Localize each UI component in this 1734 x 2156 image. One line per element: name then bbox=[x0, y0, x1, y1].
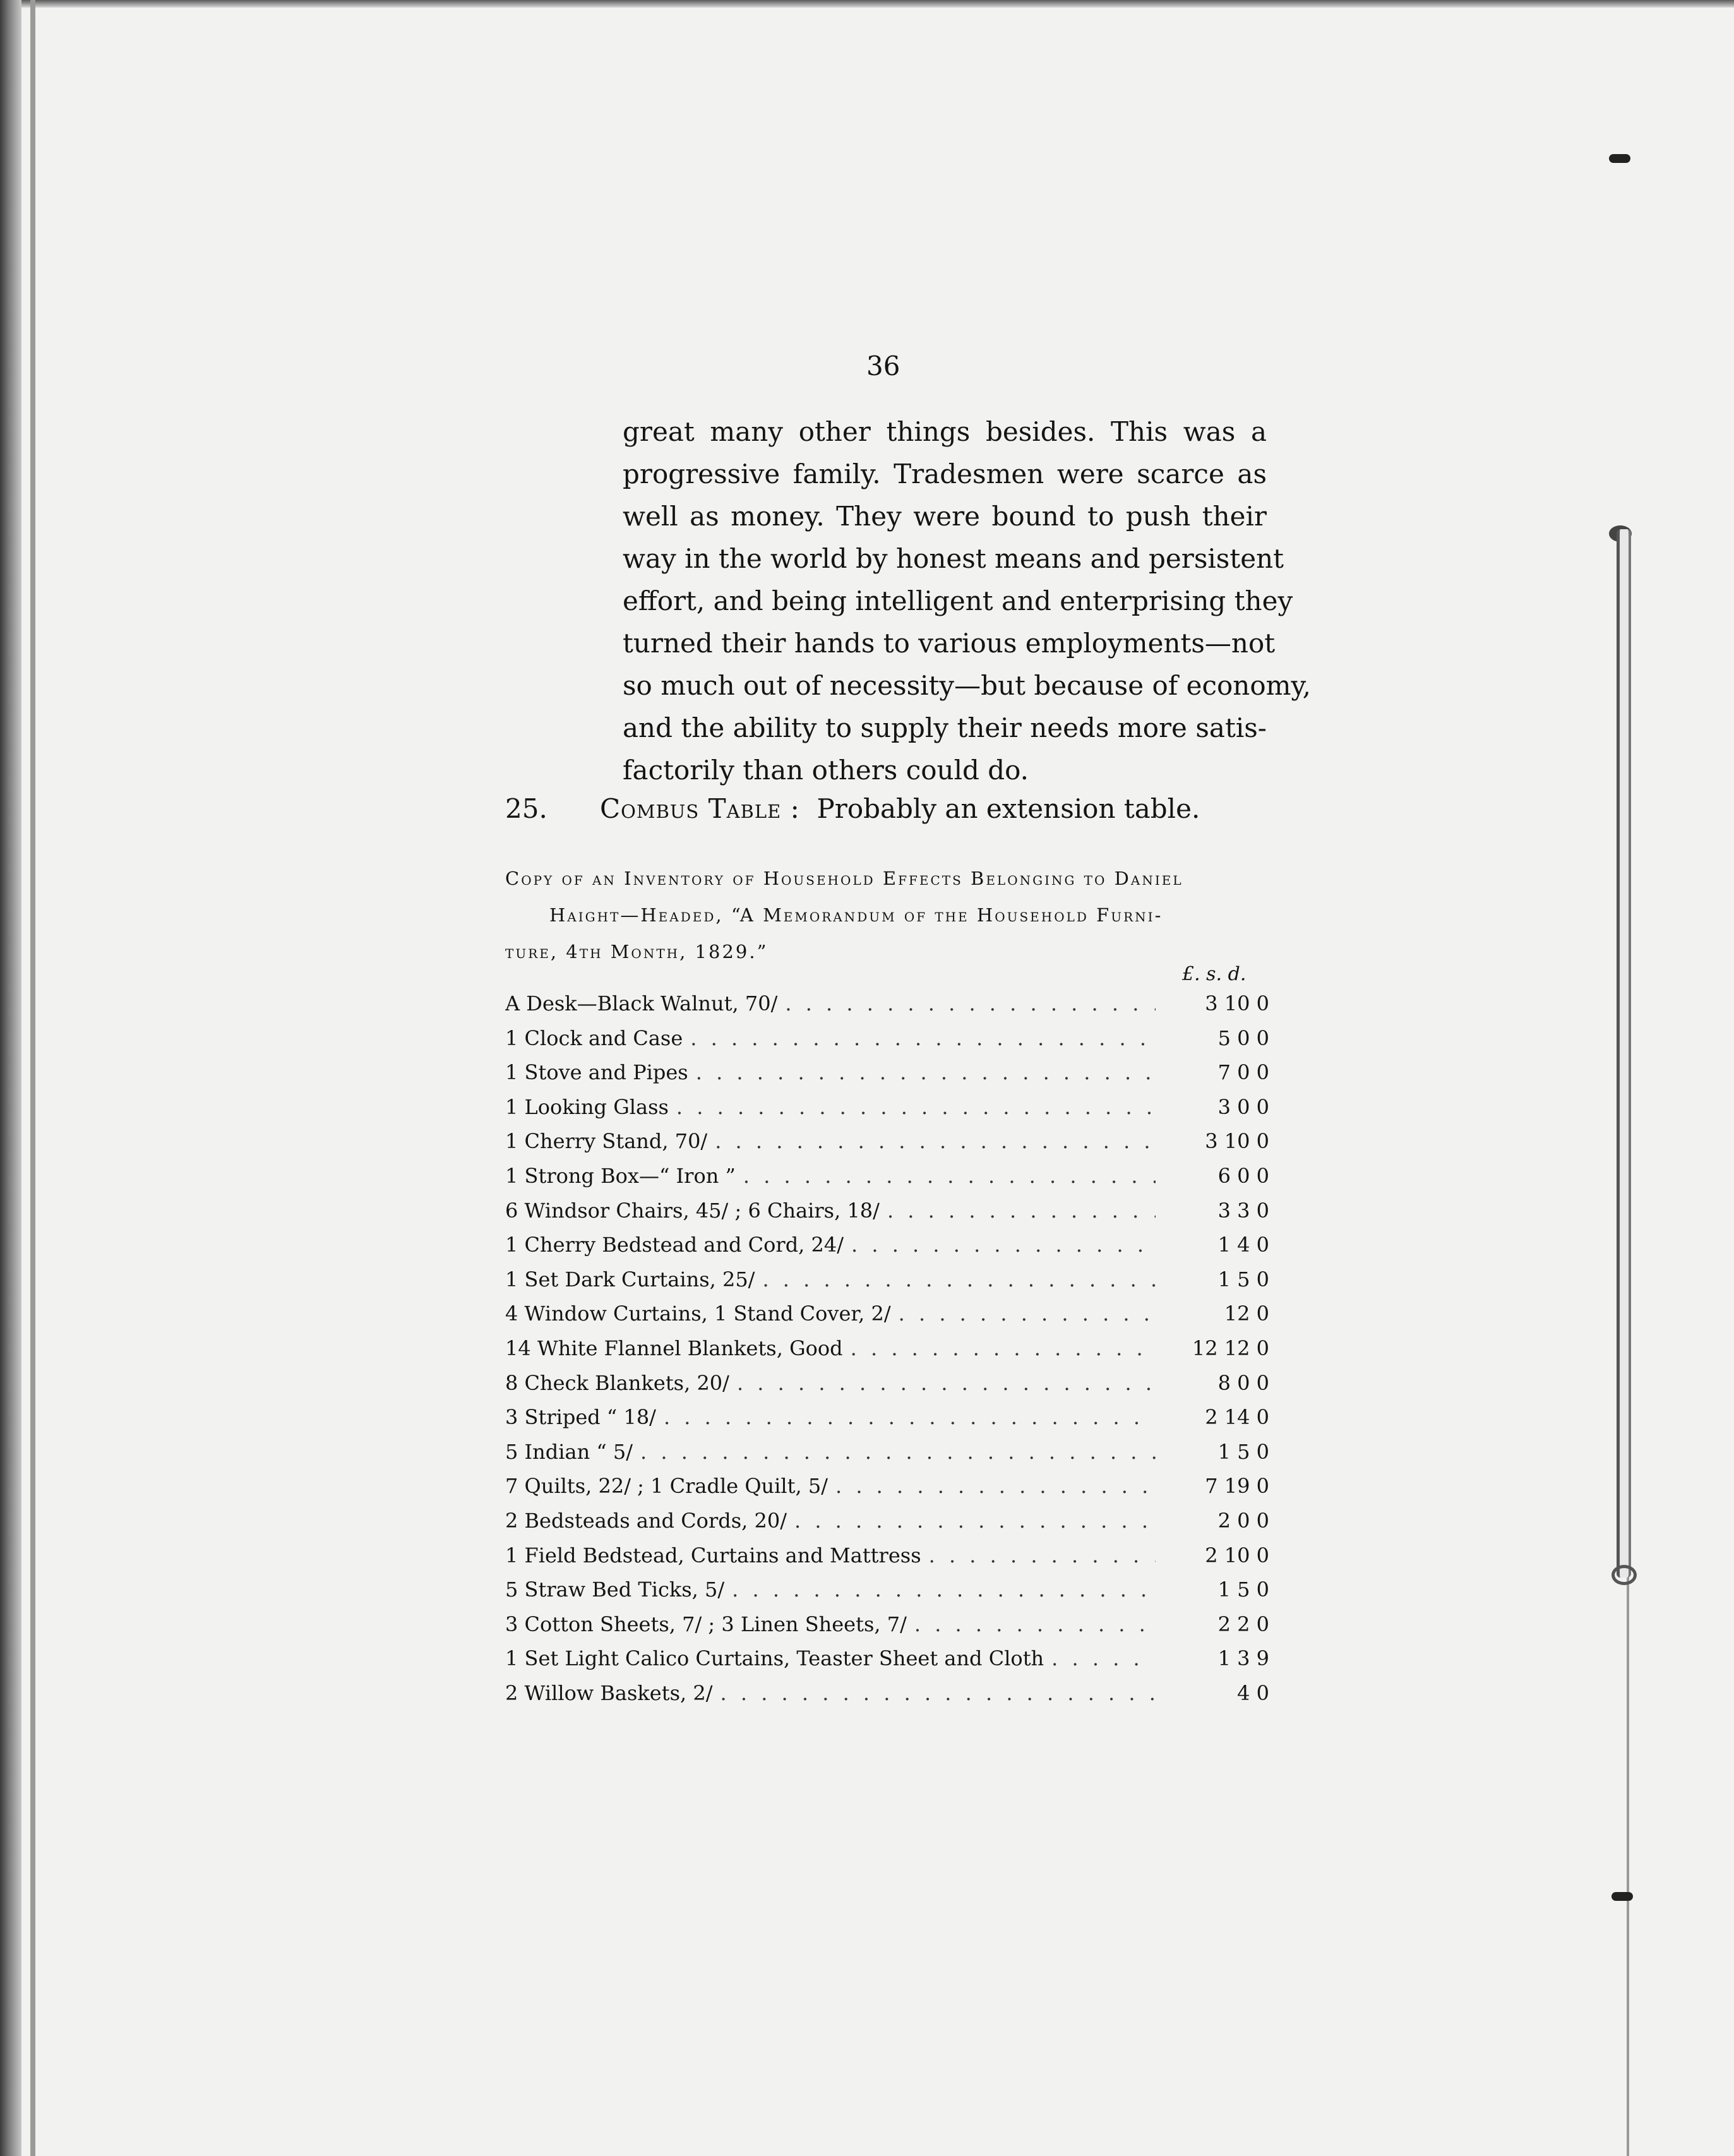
paragraph-line: turned their hands to various employments—not bbox=[623, 628, 1276, 659]
inventory-row bbox=[505, 1474, 1269, 1509]
inventory-row bbox=[505, 1646, 1269, 1681]
leader-dots bbox=[929, 1543, 1156, 1567]
inventory-amount: 2 14 0 bbox=[1205, 1405, 1269, 1430]
inventory-item-cell bbox=[505, 1129, 1156, 1153]
inventory-item: 3 Cotton Sheets, 7/ ; 3 Linen Sheets, 7/ bbox=[505, 1612, 907, 1636]
leader-dots bbox=[715, 1129, 1156, 1153]
inventory-item-cell bbox=[505, 1060, 1156, 1084]
inventory-item-cell bbox=[505, 1233, 1156, 1257]
inventory-item: 1 Stove and Pipes bbox=[505, 1060, 688, 1085]
inventory-item-cell bbox=[505, 1164, 1156, 1188]
inventory-item: 1 Field Bedstead, Curtains and Mattress bbox=[505, 1543, 921, 1567]
inventory-item: 5 Indian “ 5/ bbox=[505, 1439, 633, 1464]
leader-dots bbox=[762, 1267, 1156, 1291]
inventory-item: 8 Check Blankets, 20/ bbox=[505, 1370, 729, 1395]
inventory-item: 5 Straw Bed Ticks, 5/ bbox=[505, 1578, 725, 1602]
leader-dots bbox=[794, 1509, 1156, 1533]
inventory-item: 1 Cherry Bedstead and Cord, 24/ bbox=[505, 1233, 844, 1257]
inventory-item: 4 Window Curtains, 1 Stand Cover, 2/ bbox=[505, 1302, 891, 1326]
inventory-amount: 3 10 0 bbox=[1205, 1129, 1269, 1154]
inventory-row bbox=[505, 1612, 1269, 1647]
paragraph-line: factorily than others could do. bbox=[623, 755, 1029, 786]
inventory-row bbox=[505, 1371, 1269, 1406]
binding-clip-bottom bbox=[1611, 1565, 1637, 1585]
binding-strip bbox=[1617, 529, 1631, 1578]
inventory-row bbox=[505, 1267, 1269, 1302]
inventory-item: 1 Cherry Stand, 70/ bbox=[505, 1129, 708, 1154]
leader-dots bbox=[640, 1440, 1156, 1464]
note-definition: Probably an extension table. bbox=[816, 793, 1200, 824]
paragraph-line: so much out of necessity—but because of economy, bbox=[623, 670, 1311, 701]
inventory-item-cell bbox=[505, 1612, 1156, 1636]
inventory-amount: 3 0 0 bbox=[1217, 1094, 1269, 1119]
inventory-item: 7 Quilts, 22/ ; 1 Cradle Quilt, 5/ bbox=[505, 1474, 828, 1499]
inventory-item-cell bbox=[505, 1095, 1156, 1119]
leader-dots bbox=[732, 1578, 1156, 1602]
inventory-item-cell bbox=[505, 1440, 1156, 1464]
inventory-row bbox=[505, 1543, 1269, 1578]
inventory-row bbox=[505, 1199, 1269, 1233]
inventory-amount: 7 19 0 bbox=[1205, 1474, 1269, 1499]
body-paragraph bbox=[623, 410, 1311, 791]
inventory-item-cell bbox=[505, 1302, 1156, 1326]
inventory-heading bbox=[505, 860, 1269, 970]
heading-line: Haight—Headed, “A Memorandum of the Household Furni- bbox=[549, 904, 1163, 926]
leader-dots bbox=[743, 1164, 1156, 1188]
inventory-amount: 2 2 0 bbox=[1217, 1612, 1269, 1636]
inventory-row bbox=[505, 991, 1269, 1026]
inventory-item: 1 Clock and Case bbox=[505, 1026, 683, 1050]
inventory-item: A Desk—Black Walnut, 70/ bbox=[505, 991, 778, 1015]
note-term: Combus Table : bbox=[600, 793, 800, 824]
inventory-row bbox=[505, 1681, 1269, 1716]
paragraph-line: effort, and being intelligent and enterprising they bbox=[623, 585, 1293, 616]
inventory-item: 3 Striped “ 18/ bbox=[505, 1405, 656, 1430]
inventory-item: 1 Set Light Calico Curtains, Teaster Sheet and Cloth bbox=[505, 1646, 1044, 1671]
inventory-row bbox=[505, 1095, 1269, 1130]
inventory-item: 2 Bedsteads and Cords, 20/ bbox=[505, 1508, 787, 1533]
inventory-item: 2 Willow Baskets, 2/ bbox=[505, 1680, 713, 1705]
note-number: 25. bbox=[505, 793, 547, 824]
inventory-amount: 4 0 bbox=[1237, 1680, 1269, 1705]
inventory-amount: 1 5 0 bbox=[1217, 1267, 1269, 1291]
inventory-row bbox=[505, 1164, 1269, 1199]
inventory-item-cell bbox=[505, 1681, 1156, 1705]
paragraph-line: progressive family. Tradesmen were scarce as bbox=[623, 458, 1267, 489]
inventory-amount: 6 0 0 bbox=[1217, 1163, 1269, 1188]
inventory-amount: 3 10 0 bbox=[1205, 991, 1269, 1015]
inventory-item-cell bbox=[505, 1509, 1156, 1533]
leader-dots bbox=[690, 1026, 1156, 1050]
inventory-amount: 8 0 0 bbox=[1217, 1370, 1269, 1395]
inventory-item-cell bbox=[505, 1474, 1156, 1498]
footnote-25 bbox=[505, 793, 1263, 824]
inventory-row bbox=[505, 1060, 1269, 1095]
binding-mark-top bbox=[1609, 154, 1630, 163]
inventory-amount: 7 0 0 bbox=[1217, 1060, 1269, 1085]
inventory-list bbox=[505, 991, 1269, 1715]
leader-dots bbox=[851, 1233, 1156, 1257]
leader-dots bbox=[899, 1302, 1156, 1326]
inventory-row bbox=[505, 1578, 1269, 1612]
inventory-item: 1 Strong Box—“ Iron ” bbox=[505, 1163, 736, 1188]
inventory-item: 1 Looking Glass bbox=[505, 1094, 669, 1119]
inventory-row bbox=[505, 1336, 1269, 1371]
leader-dots bbox=[664, 1405, 1156, 1429]
inventory-item-cell bbox=[505, 1336, 1156, 1360]
paragraph-line: way in the world by honest means and persistent bbox=[623, 543, 1284, 574]
currency-column-header: £. s. d. bbox=[1182, 963, 1247, 985]
binding-mark-bottom bbox=[1611, 1892, 1633, 1901]
inventory-item: 14 White Flannel Blankets, Good bbox=[505, 1336, 843, 1360]
leader-dots bbox=[721, 1681, 1156, 1705]
leader-dots bbox=[785, 991, 1156, 1015]
inventory-amount: 1 5 0 bbox=[1217, 1578, 1269, 1602]
inventory-amount: 1 5 0 bbox=[1217, 1439, 1269, 1464]
inventory-item: 6 Windsor Chairs, 45/ ; 6 Chairs, 18/ bbox=[505, 1198, 880, 1223]
inventory-amount: 3 3 0 bbox=[1217, 1198, 1269, 1223]
leader-dots bbox=[887, 1199, 1156, 1223]
inventory-row bbox=[505, 1405, 1269, 1440]
leader-dots bbox=[696, 1060, 1156, 1084]
inventory-item-cell bbox=[505, 1199, 1156, 1223]
inventory-amount: 5 0 0 bbox=[1217, 1026, 1269, 1050]
leader-dots bbox=[676, 1095, 1156, 1119]
inventory-item-cell bbox=[505, 991, 1156, 1015]
inventory-item: 1 Set Dark Curtains, 25/ bbox=[505, 1267, 755, 1291]
inventory-amount: 12 0 bbox=[1224, 1302, 1269, 1326]
leader-dots bbox=[835, 1474, 1156, 1498]
inventory-amount: 12 12 0 bbox=[1192, 1336, 1269, 1360]
inventory-item-cell bbox=[505, 1026, 1156, 1050]
inventory-row bbox=[505, 1440, 1269, 1475]
paragraph-line: great many other things besides. This was a bbox=[623, 416, 1267, 447]
heading-line: Copy of an Inventory of Household Effects Belonging to Daniel bbox=[505, 868, 1183, 889]
inventory-row bbox=[505, 1233, 1269, 1267]
paragraph-line: well as money. They were bound to push their bbox=[623, 501, 1267, 532]
inventory-amount: 1 4 0 bbox=[1217, 1233, 1269, 1257]
inventory-row bbox=[505, 1509, 1269, 1543]
leader-dots bbox=[851, 1336, 1156, 1360]
inventory-item-cell bbox=[505, 1646, 1156, 1670]
inventory-item-cell bbox=[505, 1578, 1156, 1602]
inventory-amount: 2 10 0 bbox=[1205, 1543, 1269, 1567]
leader-dots bbox=[914, 1612, 1156, 1636]
page-top-edge bbox=[0, 0, 1734, 8]
inventory-row bbox=[505, 1129, 1269, 1164]
heading-line: ture, 4th Month, 1829.” bbox=[505, 941, 768, 962]
page-number: 36 bbox=[866, 350, 900, 381]
leader-dots bbox=[737, 1371, 1156, 1395]
inventory-amount: 1 3 9 bbox=[1217, 1646, 1269, 1671]
inventory-item-cell bbox=[505, 1371, 1156, 1395]
inventory-item-cell bbox=[505, 1405, 1156, 1429]
inventory-item-cell bbox=[505, 1267, 1156, 1291]
page-margin-line bbox=[30, 0, 35, 2156]
inventory-amount: 2 0 0 bbox=[1217, 1508, 1269, 1533]
inventory-row bbox=[505, 1026, 1269, 1061]
paragraph-line: and the ability to supply their needs more satis- bbox=[623, 712, 1267, 743]
inventory-item-cell bbox=[505, 1543, 1156, 1567]
book-spine-shadow bbox=[0, 0, 21, 2156]
leader-dots bbox=[1051, 1646, 1156, 1670]
inventory-row bbox=[505, 1302, 1269, 1336]
